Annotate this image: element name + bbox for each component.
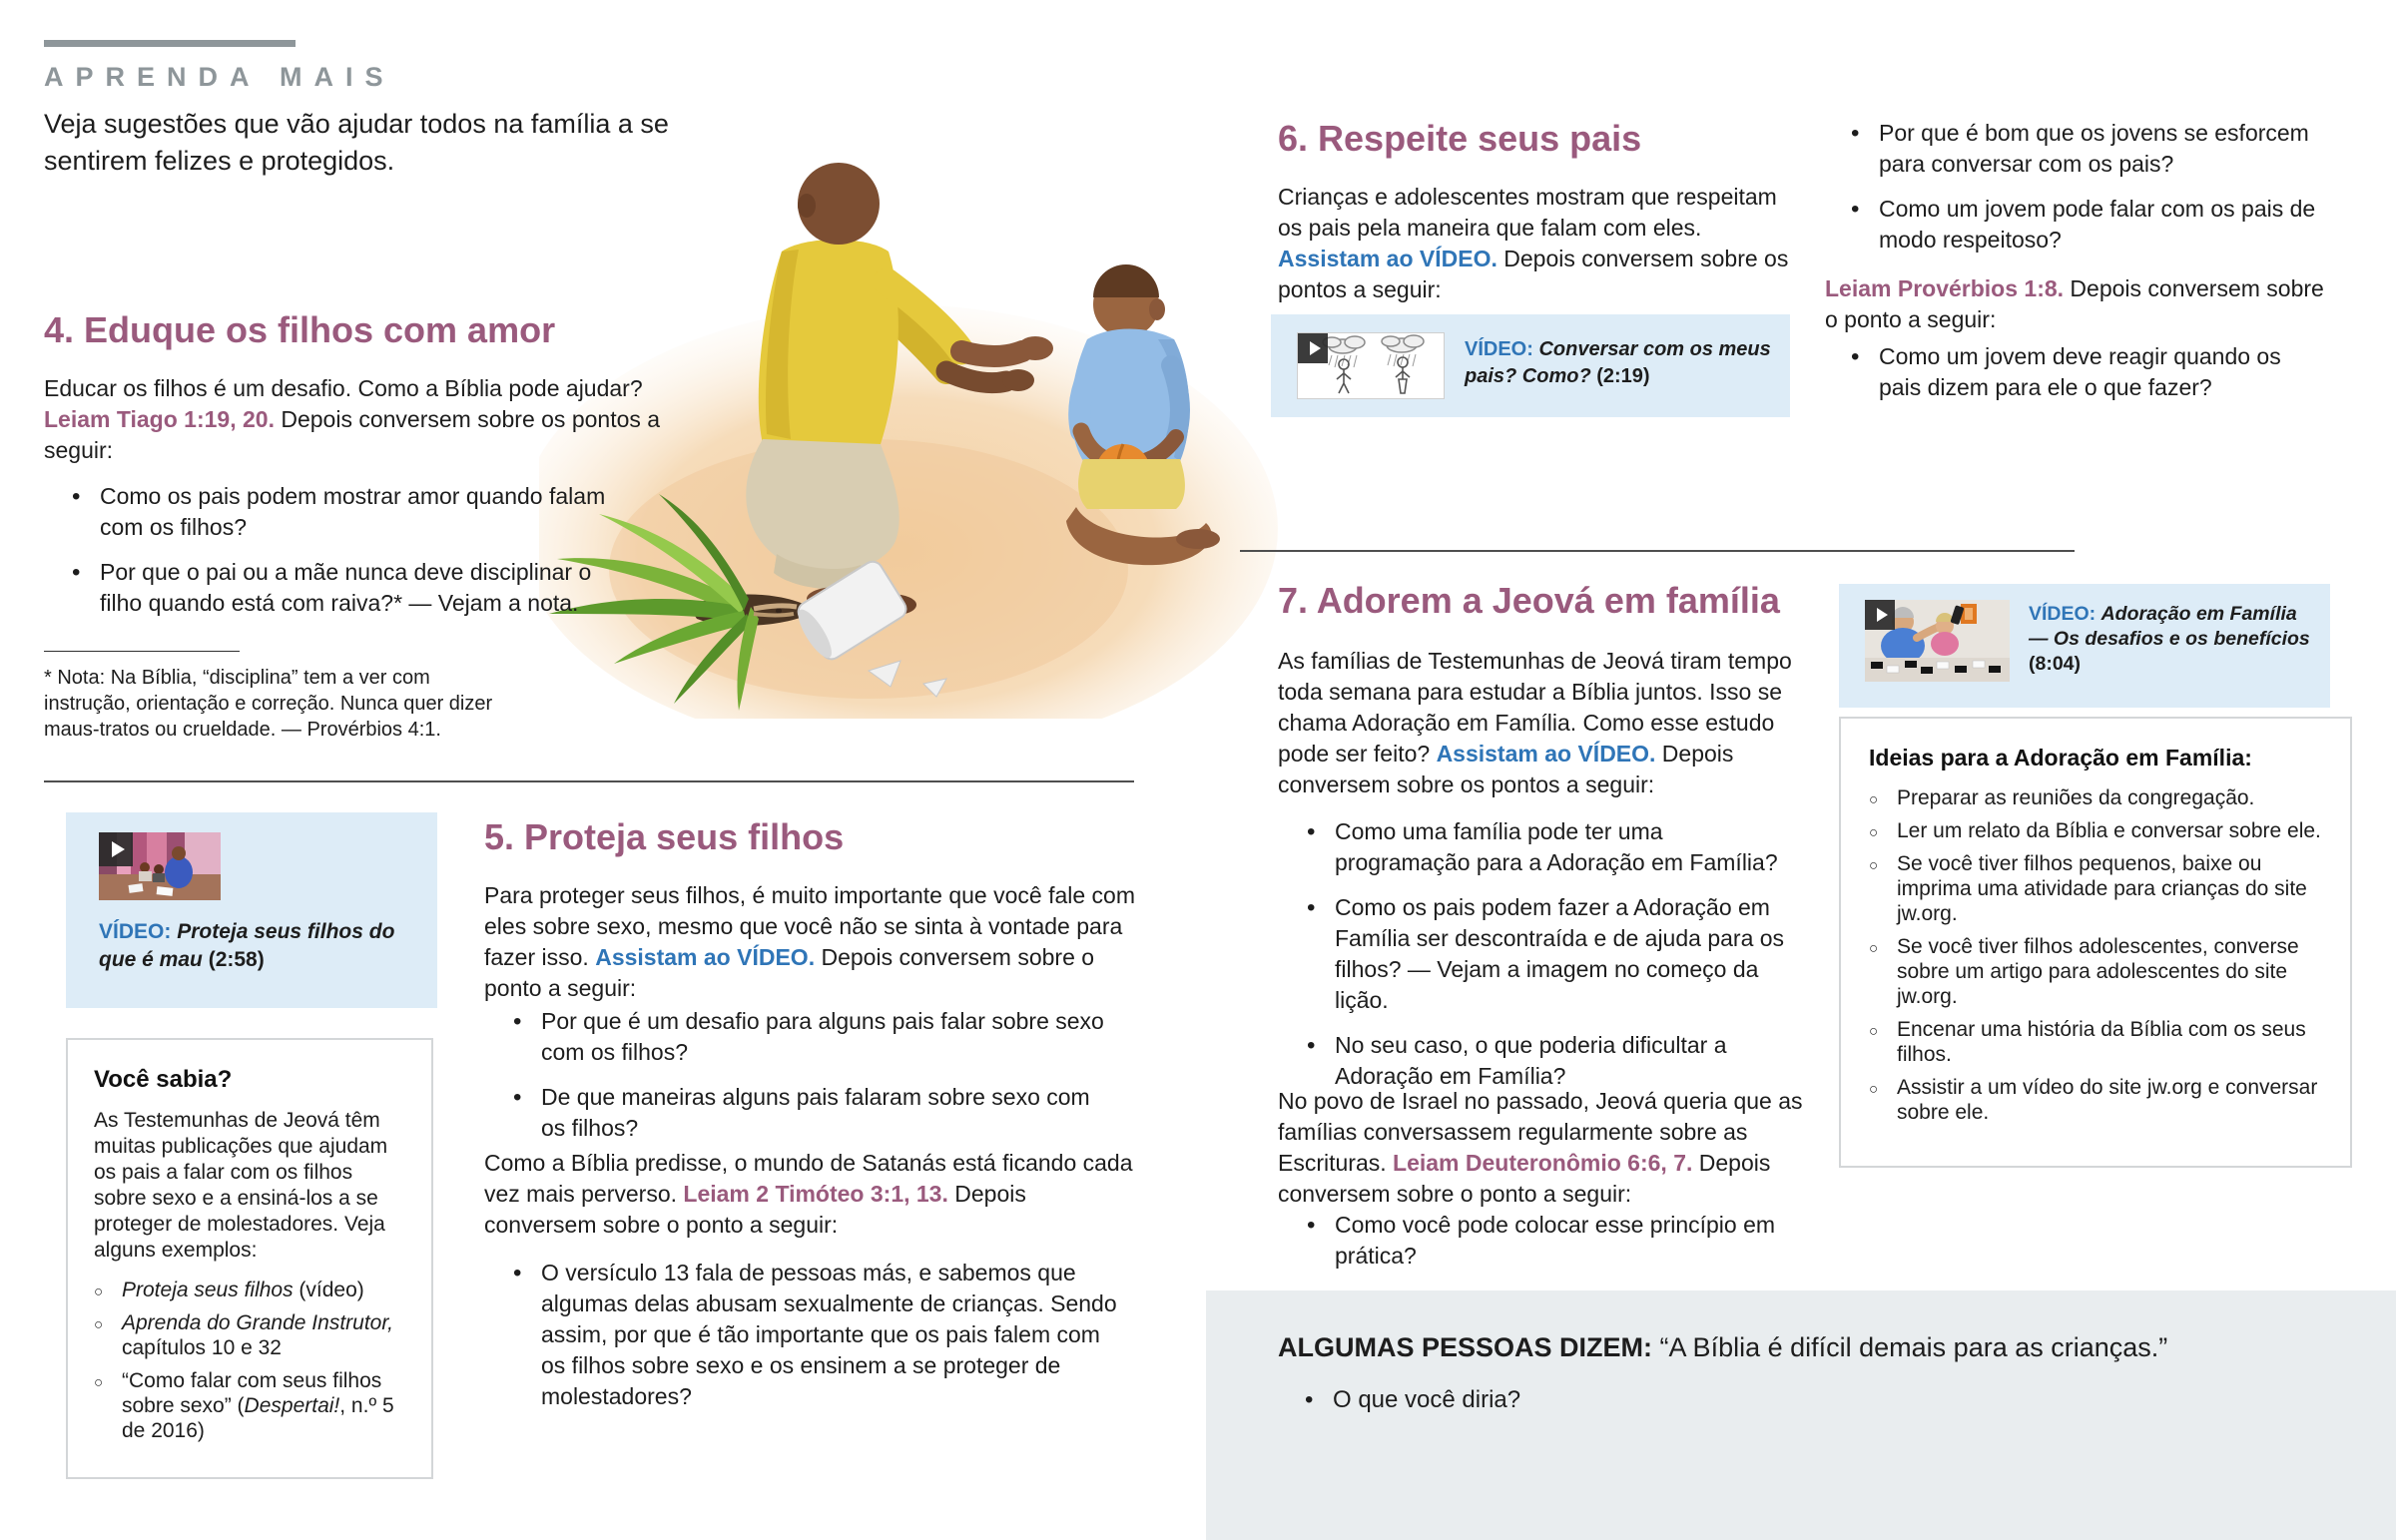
text-segment: “Como falar com seus filhos sobre sexo” ( [122,1369,382,1417]
text-segment: As famílias de Testemunhas de Jeová tiram tempo toda semana para estudar a Bíblia juntos. Isso se chama Adoração em Família. Como esse estudo pode ser feito? [1278,648,1792,767]
section-7-paragraph-2 [1278,1086,1807,1210]
list-item [94,1368,405,1443]
list-item [511,1258,1130,1412]
section-5-title: 5. Proteja seus filhos [484,816,845,857]
text-segment: Aprenda do Grande Instrutor, [122,1311,394,1334]
voce-sabia-list [94,1278,405,1443]
video-link[interactable]: Assistam ao VÍDEO. [595,944,816,970]
voce-sabia-title: Você sabia? [94,1066,233,1093]
list-item [1869,851,2322,926]
text-segment: Crianças e adolescentes mostram que respeitam os pais pela maneira que falam com eles. [1278,184,1777,241]
section-7-bullets-2 [1305,1210,1804,1285]
footnote-rule [44,651,240,652]
voce-sabia-text: As Testemunhas de Jeová têm muitas publicações que ajudam os pais a falar com os filhos sobre sexo e a ensiná-los a se proteger de molestadores. Veja alguns exemplos: [94,1109,388,1262]
video-box-conversar [1271,314,1790,417]
list-item [70,557,629,619]
video-caption-adoracao [2029,602,2318,677]
list-item [70,481,629,543]
voce-sabia-box [66,1038,433,1479]
section-6-bullets-1 [1849,118,2328,269]
video-link[interactable]: VÍDEO: [1465,338,1539,360]
text-segment: Como um jovem deve reagir quando os pais dizem para ele o que fazer? [1879,343,2281,400]
text-segment: Se você tiver filhos adolescentes, converse sobre um artigo para adolescentes do site jw.org. [1897,935,2299,1008]
text-segment: (8:04) [2029,653,2082,675]
list-item [1305,816,1804,878]
list-item [1869,934,2322,1009]
algumas-pessoas-label: ALGUMAS PESSOAS DIZEM: [1278,1332,1653,1362]
section-4-paragraph [44,373,663,466]
text-segment: Como uma família pode ter uma programação para a Adoração em Família? [1335,818,1778,875]
list-item [94,1278,405,1302]
section-6-paragraph-1 [1278,182,1802,305]
text-segment: Depois conversem sobre o ponto a seguir: [484,944,1095,1001]
section-4-bullets [70,481,629,633]
list-item [1305,892,1804,1016]
scripture-link[interactable]: Leiam Provérbios 1:8. [1825,275,2065,301]
text-segment: Como os pais podem mostrar amor quando falam com os filhos? [100,483,606,540]
text-segment: No povo de Israel no passado, Jeová queria que as famílias conversassem regularmente sobre as Escrituras. [1278,1088,1803,1176]
page-kicker: APRENDA MAIS [44,62,395,92]
text-segment: No seu caso, o que poderia dificultar a Adoração em Família? [1335,1032,1727,1089]
text-segment: Despertai! [244,1394,340,1417]
text-segment: Para proteger seus filhos, é muito importante que você fale com eles sobre sexo, mesmo que você não se sinta à vontade para fazer isso. [484,882,1136,970]
text-segment: Preparar as reuniões da congregação. [1897,786,2255,809]
divider-right [1240,550,2075,552]
section-7-bullets-1 [1305,816,1804,1106]
list-item [1869,1017,2322,1067]
section-6-title: 6. Respeite seus pais [1278,118,1642,159]
text-segment: Se você tiver filhos pequenos, baixe ou imprima uma atividade para crianças do site jw.org. [1897,852,2307,925]
list-item: • O que você diria? [1305,1384,1520,1415]
section-5-paragraph-1 [484,880,1143,1004]
list-item [1869,785,2322,810]
list-item [1849,194,2328,256]
section-4-title: 4. Eduque os filhos com amor [44,309,556,350]
text-segment: Encenar uma história da Bíblia com os seus filhos. [1897,1018,2306,1066]
list-item [1305,1030,1804,1092]
play-icon[interactable] [1865,600,1895,630]
section-5-bullets-1 [511,1006,1110,1158]
algumas-pessoas-bullets [1305,1384,1520,1415]
video-thumbnail-proteja[interactable] [99,832,221,900]
text-segment: Depois conversem sobre o ponto a seguir: [1278,1150,1771,1207]
text-segment: (vídeo) [293,1279,364,1301]
list-item [94,1310,405,1360]
text-segment: Depois conversem sobre os pontos a seguir: [1278,246,1789,302]
play-icon[interactable] [99,832,133,866]
section-5-bullets-2 [511,1258,1130,1426]
text-segment: Depois conversem sobre o ponto a seguir: [484,1181,1026,1238]
section-7-paragraph-1 [1278,646,1807,800]
list-item [1305,1210,1804,1272]
text-segment: Como um jovem pode falar com os pais de modo respeitoso? [1879,196,2316,253]
text-segment: Educar os filhos é um desafio. Como a Bíblia pode ajudar? [44,375,643,401]
text-segment: Como os pais podem fazer a Adoração em Família ser descontraída e de ajuda para os filhos? — Vejam a imagem no começo da lição. [1335,894,1785,1013]
video-thumbnail-adoracao[interactable] [1865,600,2010,682]
text-segment: Proteja seus filhos [122,1279,294,1301]
section-5-paragraph-2 [484,1148,1143,1241]
text-segment: Como você pode colocar esse princípio em prática? [1335,1212,1776,1269]
section-4-footnote: * Nota: Na Bíblia, “disciplina” tem a ver com instrução, orientação e correção. Nunca quer dizer maus-tratos ou crueldade. — Provérbios 4:1. [44,667,493,741]
video-box-adoracao [1839,584,2330,708]
section-7-title: 7. Adorem a Jeová em família [1278,580,1780,621]
video-caption-proteja [99,918,418,974]
video-thumbnail-conversar[interactable] [1297,332,1445,399]
text-segment: Por que é bom que os jovens se esforcem para conversar com os pais? [1879,120,2309,177]
text-segment: De que maneiras alguns pais falaram sobre sexo com os filhos? [541,1084,1090,1141]
video-title-link[interactable]: Conversar com os meus pais? Como? [1465,338,1771,387]
text-segment: (2:19) [1590,365,1650,387]
text-segment: Assistir a um vídeo do site jw.org e conversar sobre ele. [1897,1076,2318,1124]
section-6-paragraph-2 [1825,273,2329,335]
video-title-link[interactable]: Proteja seus filhos do que é mau [99,920,395,971]
list-item [1849,341,2328,403]
header-accent-bar [44,40,296,47]
text-segment: Depois conversem sobre os pontos a seguir: [1278,741,1734,797]
text-segment: Depois conversem sobre o ponto a seguir: [1825,275,2324,332]
intro-text: Veja sugestões que vão ajudar todos na família a se sentirem felizes e protegidos. [44,109,669,176]
ideias-list [1869,785,2322,1125]
scripture-link[interactable]: Leiam Deuteronômio 6:6, 7. [1393,1150,1693,1176]
scripture-link[interactable]: Leiam Tiago 1:19, 20. [44,406,275,432]
algumas-pessoas-line [1278,1330,2356,1364]
scripture-link[interactable]: Leiam 2 Timóteo 3:1, 13. [683,1181,948,1207]
video-link[interactable]: VÍDEO: [99,920,178,943]
section-6-bullets-2 [1849,341,2328,417]
ideias-box [1839,717,2352,1168]
video-title-link[interactable]: Adoração em Família — Os desafios e os benefícios [2029,603,2310,650]
text-segment: Ler um relato da Bíblia e conversar sobre ele. [1897,819,2321,842]
play-icon[interactable] [1298,333,1328,363]
video-link[interactable]: VÍDEO: [2029,603,2101,625]
algumas-pessoas-box [1206,1290,2396,1540]
text-segment: (2:58) [202,948,265,971]
ideias-title: Ideias para a Adoração em Família: [1869,745,2252,770]
text-segment: , n.º 5 de 2016) [122,1394,394,1442]
text-segment: Como a Bíblia predisse, o mundo de Satanás está ficando cada vez mais perverso. [484,1150,1133,1207]
divider-left [44,780,1134,782]
list-item [511,1006,1110,1068]
list-item [1849,118,2328,180]
video-link[interactable]: Assistam ao VÍDEO. [1436,741,1656,767]
video-box-proteja [66,812,437,1008]
list-item [511,1082,1110,1144]
list-item [1869,818,2322,843]
list-item [1869,1075,2322,1125]
video-link[interactable]: Assistam ao VÍDEO. [1278,246,1498,271]
text-segment: Por que o pai ou a mãe nunca deve disciplinar o filho quando está com raiva?* — Vejam a nota. [100,559,592,616]
text-segment: Por que é um desafio para alguns pais falar sobre sexo com os filhos? [541,1008,1104,1065]
text-segment: capítulos 10 e 32 [122,1336,282,1359]
text-segment: Depois conversem sobre os pontos a seguir: [44,406,661,463]
video-caption-conversar [1465,336,1776,390]
text-segment: O versículo 13 fala de pessoas más, e sabemos que algumas delas abusam sexualmente de crianças. Sendo assim, por que é tão importante que os pais falem com os filhos sobre sexo e os ensinem a se proteger de molestadores? [541,1260,1117,1409]
algumas-pessoas-quote: “A Bíblia é difícil demais para as crianças.” [1659,1332,2168,1362]
